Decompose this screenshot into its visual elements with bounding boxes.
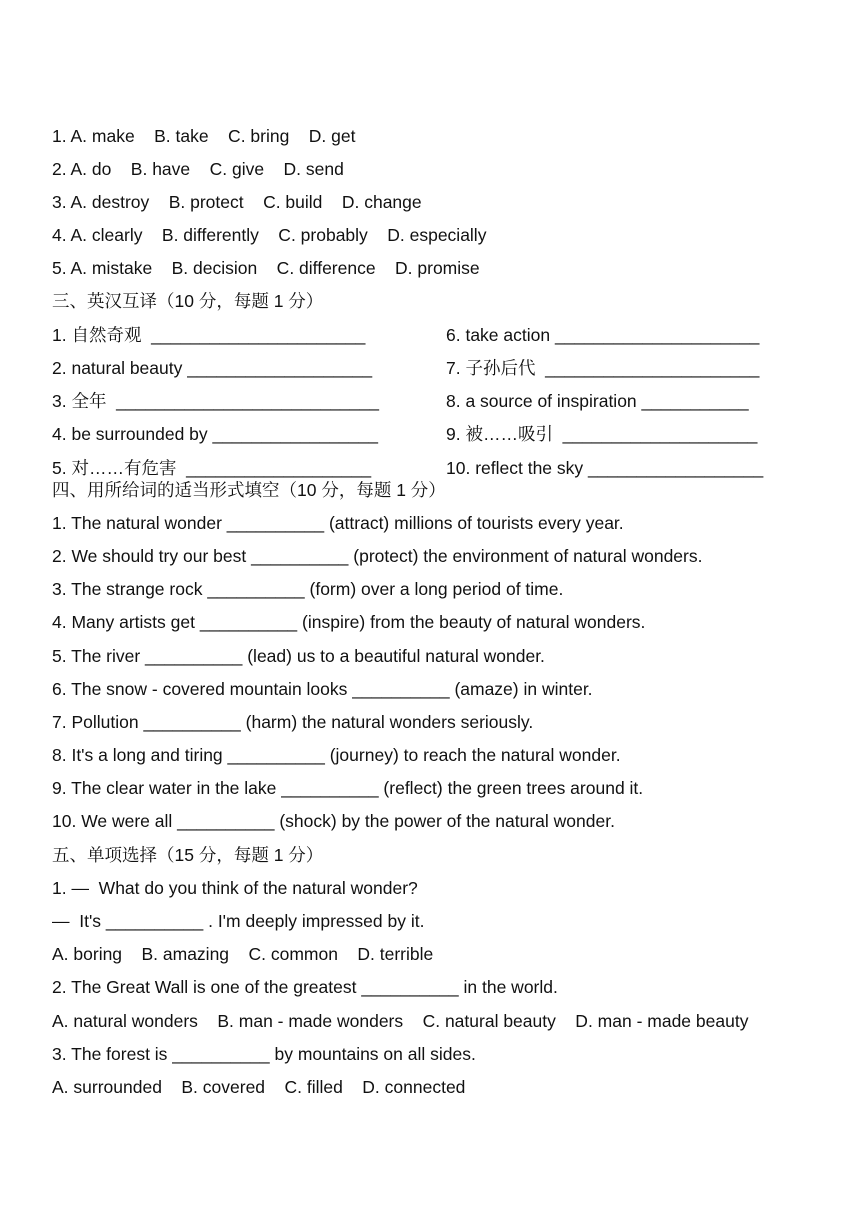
- translation-item-9: 9. 被……吸引 ____________________: [446, 424, 758, 444]
- section4-title: 四、用所给词的适当形式填空（10 分，每题 1 分）: [52, 480, 446, 500]
- choice-options-2: A. natural wonders B. man - made wonders C. natural beauty D. man - made beauty: [52, 1011, 749, 1031]
- choice-question-1: 1. — What do you think of the natural wonder?: [52, 878, 418, 898]
- fill-item-5: 5. The river __________ (lead) us to a beautiful natural wonder.: [52, 646, 545, 666]
- section5-title: 五、单项选择（15 分，每题 1 分）: [52, 845, 324, 865]
- section3-title: 三、英汉互译（10 分，每题 1 分）: [52, 291, 324, 311]
- fill-item-10: 10. We were all __________ (shock) by the power of the natural wonder.: [52, 811, 615, 831]
- fill-item-3: 3. The strange rock __________ (form) over a long period of time.: [52, 579, 564, 599]
- choice-dialogue-1: — It's __________ . I'm deeply impressed by it.: [52, 911, 425, 931]
- fill-item-7: 7. Pollution __________ (harm) the natural wonders seriously.: [52, 712, 534, 732]
- option-line-4: 4. A. clearly B. differently C. probably D. especially: [52, 225, 487, 245]
- choice-question-3: 3. The forest is __________ by mountains on all sides.: [52, 1044, 476, 1064]
- fill-item-4: 4. Many artists get __________ (inspire) from the beauty of natural wonders.: [52, 612, 646, 632]
- option-line-5: 5. A. mistake B. decision C. difference D. promise: [52, 258, 480, 278]
- translation-item-2: 2. natural beauty ___________________: [52, 358, 373, 378]
- choice-question-2: 2. The Great Wall is one of the greatest __________ in the world.: [52, 977, 558, 997]
- translation-item-8: 8. a source of inspiration ___________: [446, 391, 749, 411]
- choice-options-1: A. boring B. amazing C. common D. terrible: [52, 944, 434, 964]
- option-line-3: 3. A. destroy B. protect C. build D. change: [52, 192, 422, 212]
- translation-item-7: 7. 子孙后代 ______________________: [446, 358, 760, 378]
- translation-item-6: 6. take action _____________________: [446, 325, 760, 345]
- fill-item-1: 1. The natural wonder __________ (attract) millions of tourists every year.: [52, 513, 624, 533]
- fill-item-6: 6. The snow - covered mountain looks __________ (amaze) in winter.: [52, 679, 593, 699]
- translation-item-1: 1. 自然奇观 ______________________: [52, 325, 366, 345]
- translation-item-4: 4. be surrounded by _________________: [52, 424, 378, 444]
- option-line-1: 1. A. make B. take C. bring D. get: [52, 126, 356, 146]
- fill-item-8: 8. It's a long and tiring __________ (journey) to reach the natural wonder.: [52, 745, 621, 765]
- fill-item-2: 2. We should try our best __________ (protect) the environment of natural wonders.: [52, 546, 703, 566]
- option-line-2: 2. A. do B. have C. give D. send: [52, 159, 344, 179]
- translation-item-5: 5. 对……有危害 ___________________: [52, 458, 372, 478]
- translation-item-10: 10. reflect the sky __________________: [446, 458, 764, 478]
- translation-item-3: 3. 全年 ___________________________: [52, 391, 379, 411]
- choice-options-3: A. surrounded B. covered C. filled D. connected: [52, 1077, 466, 1097]
- fill-item-9: 9. The clear water in the lake __________ (reflect) the green trees around it.: [52, 778, 644, 798]
